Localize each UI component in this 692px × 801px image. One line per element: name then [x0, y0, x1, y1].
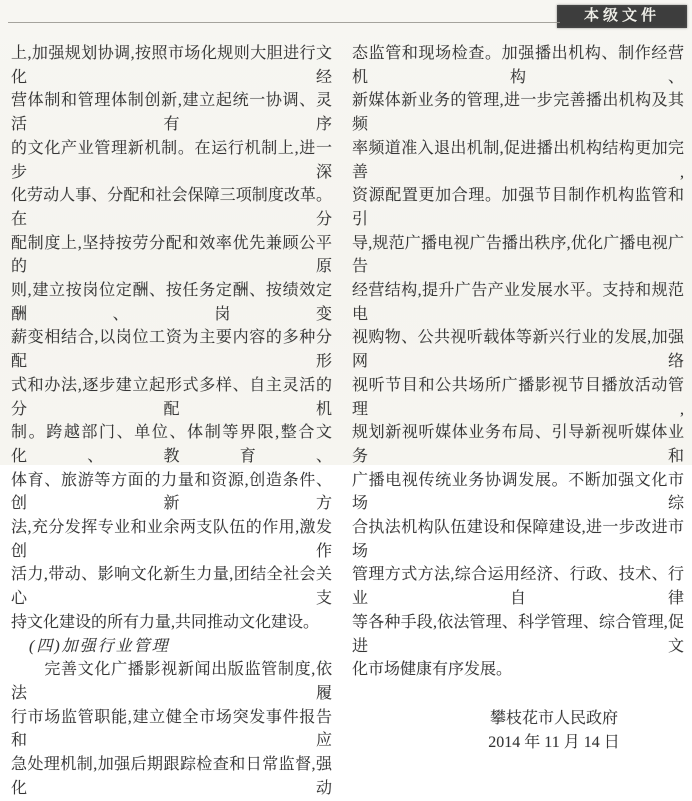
text-line: 持文化建设的所有力量,共同推动文化建设。: [11, 613, 320, 631]
text-line: 制。跨越部门、单位、体制等界限,整合文化、教育、: [11, 424, 332, 465]
text-line: 规划新视听媒体业务布局、引导新视听媒体业务和: [352, 424, 684, 465]
text-line: 态监管和现场检查。加强播出机构、制作经营机构、: [352, 45, 684, 86]
text-line: 资源配置更加合理。加强节目制作机构监管和引: [352, 187, 684, 228]
text-line: 管理方式方法,综合运用经济、行政、技术、行业自律: [352, 566, 684, 608]
text-line: 率频道准入退出机制,促进播出机构结构更加完善,: [352, 139, 684, 181]
text-line: 完善文化广播影视新闻出版监管制度,依法履: [11, 661, 332, 702]
text-line: 则,建立按岗位定酬、按任务定酬、按绩效定酬、岗变: [11, 282, 332, 323]
text-line: 行市场监管职能,建立健全市场突发事件报告和应: [11, 708, 332, 750]
left-text-column: [11, 42, 332, 801]
text-line: (四)加强行业管理: [11, 637, 170, 655]
text-line: 式和办法,逐步建立起形式多样、自主灵活的分配机: [11, 376, 332, 418]
text-line: 活力,带动、影响文化新生力量,团结全社会关心支: [11, 566, 332, 608]
text-line: 等各种手段,依法管理、科学管理、综合管理,促进文: [352, 613, 684, 655]
signature-issuer: 攀枝花市人民政府: [489, 709, 618, 727]
text-line: 法,充分发挥专业和业余两支队伍的作用,激发创作: [11, 519, 332, 560]
section-tab-label: 本级文件: [557, 5, 687, 28]
text-line: 薪变相结合,以岗位工资为主要内容的多种分配形: [11, 329, 332, 371]
right-text-column: [352, 42, 684, 754]
header-divider-line: [8, 22, 560, 23]
text-line: 的文化产业管理新机制。在运行机制上,进一步深: [11, 139, 332, 181]
text-line: 化劳动人事、分配和社会保障三项制度改革。在分: [11, 187, 332, 228]
text-line: 视听节目和公共场所广播影视节目播放活动管理,: [352, 376, 684, 418]
text-line: 视购物、公共视听载体等新兴行业的发展,加强网络: [352, 329, 684, 371]
text-line: 配制度上,坚持按劳分配和效率优先兼顾公平的原: [11, 234, 332, 276]
text-line: 经营结构,提升广告产业发展水平。支持和规范电: [352, 282, 684, 323]
signature-block: [352, 707, 684, 754]
text-line: 广播电视传统业务协调发展。不断加强文化市场综: [352, 471, 684, 513]
right-column-lines: [352, 42, 684, 682]
text-line: 化市场健康有序发展。: [352, 661, 513, 679]
signature-date: 2014 年 11 月 14 日: [488, 733, 620, 751]
text-line: 新媒体新业务的管理,进一步完善播出机构及其频: [352, 92, 684, 134]
text-line: 上,加强规划协调,按照市场化规则大胆进行文化经: [11, 45, 332, 86]
text-line: 导,规范广播电视广告播出秩序,优化广播电视广告: [352, 234, 684, 276]
text-line: 合执法机构队伍建设和保障建设,进一步改进市场: [352, 519, 684, 560]
text-line: 体育、旅游等方面的力量和资源,创造条件、创新方: [11, 471, 332, 513]
text-line: 营体制和管理体制创新,建立起统一协调、灵活有序: [11, 92, 332, 134]
text-line: 急处理机制,加强后期跟踪检查和日常监督,强化动: [11, 756, 332, 797]
